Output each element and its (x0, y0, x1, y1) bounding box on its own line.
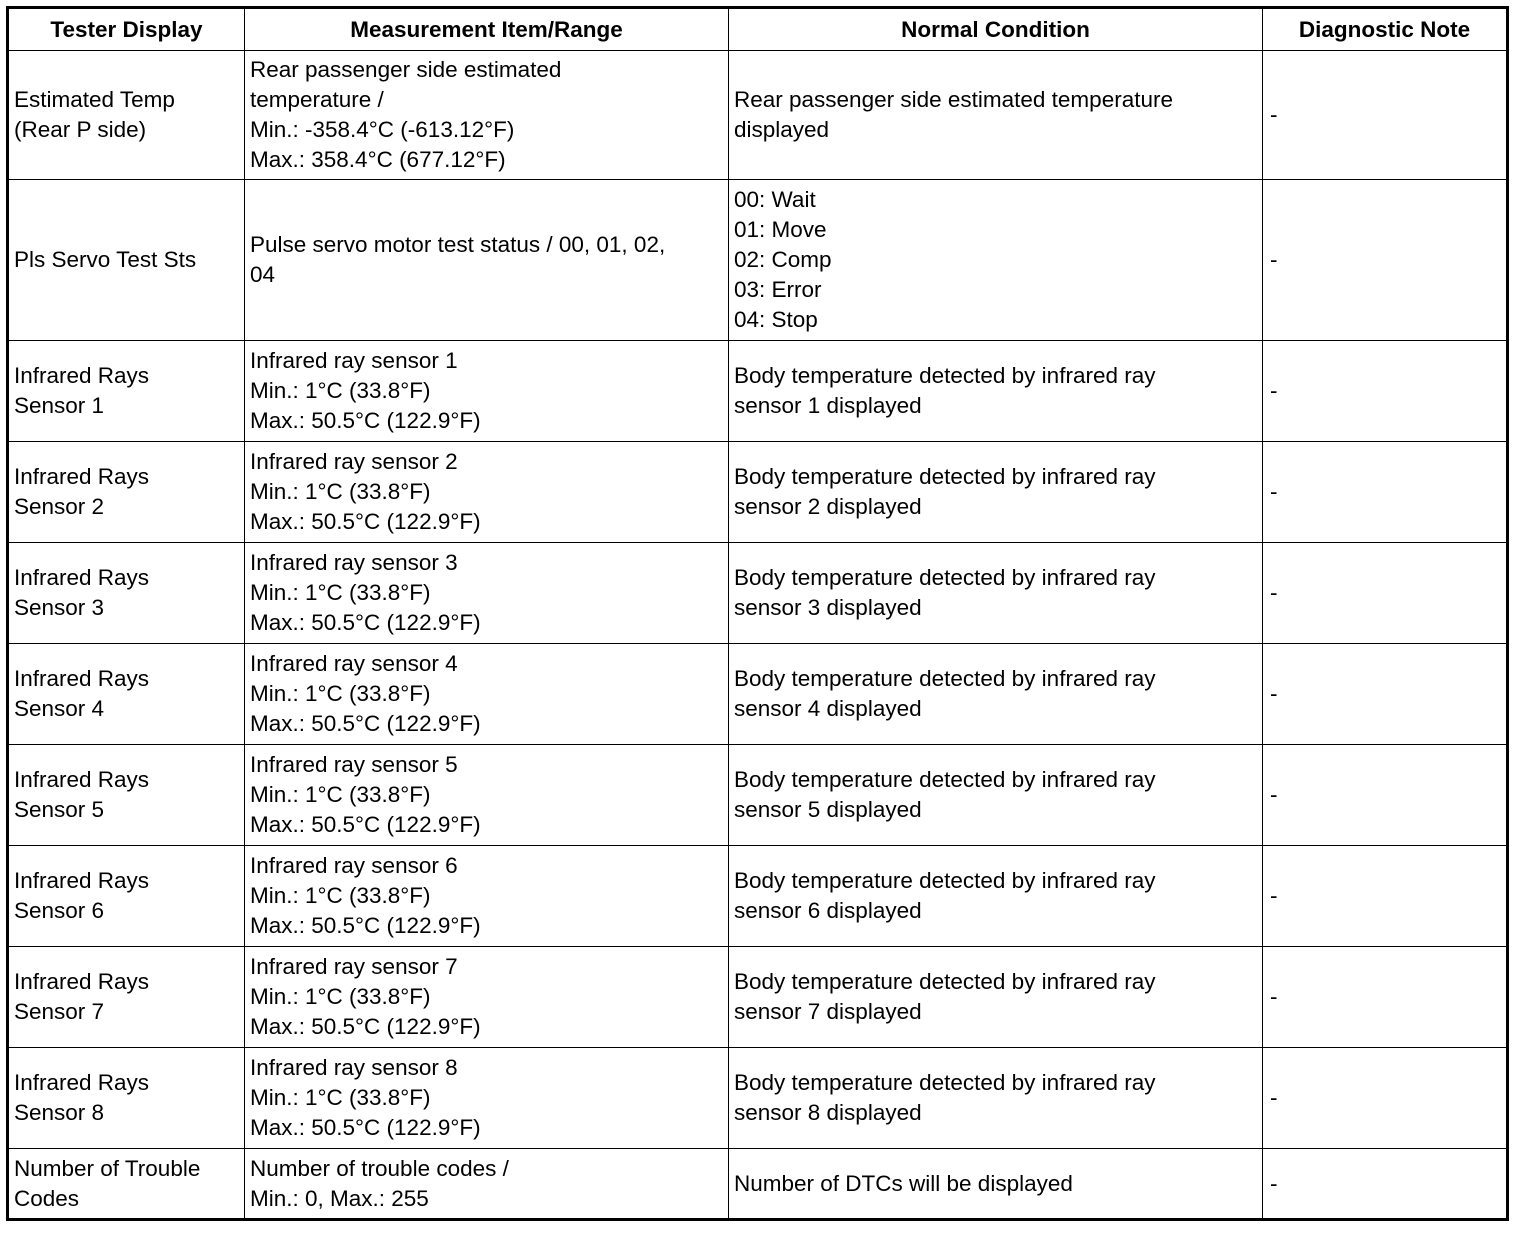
table-row (8, 947, 1508, 1048)
cell-line: Pulse servo motor test status / 00, 01, 02, (250, 232, 666, 257)
cell-line: Body temperature detected by infrared ray (734, 666, 1156, 691)
tester-display-cell (8, 543, 245, 644)
cell-line: 04: Stop (734, 307, 818, 332)
cell-line: sensor 6 displayed (734, 898, 922, 923)
diagnostic-note-cell: - (1263, 644, 1508, 745)
cell-line: Pls Servo Test Sts (14, 247, 197, 272)
normal-condition-cell (729, 745, 1263, 846)
cell-line: Body temperature detected by infrared ray (734, 565, 1156, 590)
cell-line: Sensor 6 (14, 898, 105, 923)
measurement-cell (245, 180, 729, 341)
cell-line: Sensor 1 (14, 393, 105, 418)
table-row (8, 341, 1508, 442)
measurement-cell (245, 442, 729, 543)
cell-line: sensor 3 displayed (734, 595, 922, 620)
table-row (8, 180, 1508, 341)
table-row (8, 1048, 1508, 1149)
cell-line: Body temperature detected by infrared ray (734, 767, 1156, 792)
tester-display-cell (8, 644, 245, 745)
cell-line: Infrared ray sensor 6 (250, 853, 458, 878)
tester-display-cell (8, 947, 245, 1048)
cell-line: Infrared ray sensor 8 (250, 1055, 458, 1080)
cell-line: sensor 2 displayed (734, 494, 922, 519)
table-row (8, 442, 1508, 543)
measurement-cell (245, 846, 729, 947)
tester-display-cell (8, 180, 245, 341)
header-tester-display: Tester Display (8, 8, 245, 51)
cell-line: Sensor 5 (14, 797, 105, 822)
cell-line: Min.: 1°C (33.8°F) (250, 782, 431, 807)
cell-line: Number of trouble codes / (250, 1155, 509, 1181)
measurement-cell (245, 947, 729, 1048)
cell-line: displayed (734, 117, 830, 142)
cell-line: 01: Move (734, 217, 827, 242)
normal-condition-cell (729, 846, 1263, 947)
table-row (8, 644, 1508, 745)
measurement-cell (245, 543, 729, 644)
table-row (8, 745, 1508, 846)
cell-line: Max.: 50.5°C (122.9°F) (250, 711, 481, 736)
tester-display-cell (8, 442, 245, 543)
cell-line: sensor 5 displayed (734, 797, 922, 822)
tester-display-cell (8, 1048, 245, 1149)
cell-line: Min.: -358.4°C (-613.12°F) (250, 117, 515, 142)
tester-display-cell (8, 846, 245, 947)
tester-display-cell (8, 1149, 245, 1220)
cell-line: sensor 7 displayed (734, 999, 922, 1024)
normal-condition-cell (729, 1149, 1263, 1220)
cell-line: Infrared Rays (14, 666, 150, 691)
cell-line: sensor 8 displayed (734, 1100, 922, 1125)
cell-line: Min.: 0, Max.: 255 (250, 1185, 429, 1211)
cell-line: Max.: 50.5°C (122.9°F) (250, 913, 481, 938)
cell-line: Max.: 50.5°C (122.9°F) (250, 812, 481, 837)
diagnostic-note-cell: - (1263, 846, 1508, 947)
tester-display-cell (8, 341, 245, 442)
cell-line: Min.: 1°C (33.8°F) (250, 1085, 431, 1110)
measurement-cell (245, 745, 729, 846)
normal-condition-cell (729, 442, 1263, 543)
diagnostic-note-cell: - (1263, 543, 1508, 644)
table-header-row (8, 8, 1508, 51)
cell-line: Rear passenger side estimated temperature (734, 87, 1173, 112)
cell-line: Infrared Rays (14, 565, 150, 590)
cell-line: Infrared ray sensor 7 (250, 954, 458, 979)
cell-line: Min.: 1°C (33.8°F) (250, 883, 431, 908)
cell-line: Infrared ray sensor 3 (250, 550, 458, 575)
cell-line: Infrared ray sensor 5 (250, 752, 458, 777)
diagnostic-note-cell: - (1263, 1048, 1508, 1149)
cell-line: Max.: 50.5°C (122.9°F) (250, 1115, 481, 1140)
table-row (8, 1149, 1508, 1220)
cell-line: Sensor 2 (14, 494, 105, 519)
cell-line: Min.: 1°C (33.8°F) (250, 681, 431, 706)
measurement-cell (245, 1149, 729, 1220)
table-row (8, 846, 1508, 947)
cell-line: 00: Wait (734, 187, 816, 212)
cell-line: Sensor 7 (14, 999, 105, 1024)
cell-line: Number of Trouble (14, 1155, 201, 1181)
cell-line: Max.: 50.5°C (122.9°F) (250, 1014, 481, 1039)
cell-line: Min.: 1°C (33.8°F) (250, 479, 431, 504)
normal-condition-cell (729, 543, 1263, 644)
header-measurement: Measurement Item/Range (245, 8, 729, 51)
cell-line: sensor 4 displayed (734, 696, 922, 721)
cell-line: Infrared ray sensor 4 (250, 651, 458, 676)
tester-display-cell (8, 745, 245, 846)
cell-line: Min.: 1°C (33.8°F) (250, 984, 431, 1009)
cell-line: Sensor 8 (14, 1100, 105, 1125)
diagnostic-note-cell: - (1263, 180, 1508, 341)
measurement-cell (245, 1048, 729, 1149)
cell-line: (Rear P side) (14, 117, 147, 142)
cell-line: 04 (250, 262, 276, 287)
cell-line: Body temperature detected by infrared ray (734, 363, 1156, 388)
cell-line: sensor 1 displayed (734, 393, 922, 418)
cell-line: Infrared ray sensor 1 (250, 348, 458, 373)
cell-line: Max.: 358.4°C (677.12°F) (250, 147, 506, 172)
cell-line: Codes (14, 1185, 80, 1211)
cell-line: 03: Error (734, 277, 822, 302)
cell-line: Infrared ray sensor 2 (250, 449, 458, 474)
tester-display-cell (8, 51, 245, 180)
header-diagnostic-note: Diagnostic Note (1263, 8, 1508, 51)
diagnostic-note-cell: - (1263, 341, 1508, 442)
normal-condition-cell (729, 947, 1263, 1048)
cell-line: Sensor 3 (14, 595, 105, 620)
cell-line: Max.: 50.5°C (122.9°F) (250, 509, 481, 534)
cell-line: Infrared Rays (14, 1070, 150, 1095)
cell-line: Min.: 1°C (33.8°F) (250, 580, 431, 605)
table-row (8, 543, 1508, 644)
cell-line: Body temperature detected by infrared ray (734, 464, 1156, 489)
cell-line: Body temperature detected by infrared ray (734, 969, 1156, 994)
normal-condition-cell (729, 1048, 1263, 1149)
normal-condition-cell (729, 180, 1263, 341)
cell-line: Max.: 50.5°C (122.9°F) (250, 408, 481, 433)
cell-line: Body temperature detected by infrared ray (734, 1070, 1156, 1095)
cell-line: Body temperature detected by infrared ray (734, 868, 1156, 893)
measurement-cell (245, 644, 729, 745)
cell-line: Rear passenger side estimated (250, 57, 562, 82)
normal-condition-cell (729, 644, 1263, 745)
cell-line: Sensor 4 (14, 696, 105, 721)
cell-line: Infrared Rays (14, 363, 150, 388)
cell-line: Number of DTCs will be displayed (734, 1170, 1073, 1196)
cell-line: Infrared Rays (14, 464, 150, 489)
cell-line: Min.: 1°C (33.8°F) (250, 378, 431, 403)
cell-line: Infrared Rays (14, 868, 150, 893)
diagnostic-note-cell: - (1263, 745, 1508, 846)
diagnostic-note-cell: - (1263, 1149, 1508, 1220)
measurement-cell (245, 341, 729, 442)
data-list-table (6, 6, 1509, 1221)
normal-condition-cell (729, 51, 1263, 180)
diagnostic-note-cell: - (1263, 442, 1508, 543)
normal-condition-cell (729, 341, 1263, 442)
cell-line: Infrared Rays (14, 767, 150, 792)
cell-line: Max.: 50.5°C (122.9°F) (250, 610, 481, 635)
table-row (8, 51, 1508, 180)
diagnostic-note-cell: - (1263, 947, 1508, 1048)
diagnostic-note-cell: - (1263, 51, 1508, 180)
header-normal-condition: Normal Condition (729, 8, 1263, 51)
cell-line: Infrared Rays (14, 969, 150, 994)
measurement-cell (245, 51, 729, 180)
cell-line: 02: Comp (734, 247, 832, 272)
cell-line: temperature / (250, 87, 384, 112)
cell-line: Estimated Temp (14, 87, 175, 112)
